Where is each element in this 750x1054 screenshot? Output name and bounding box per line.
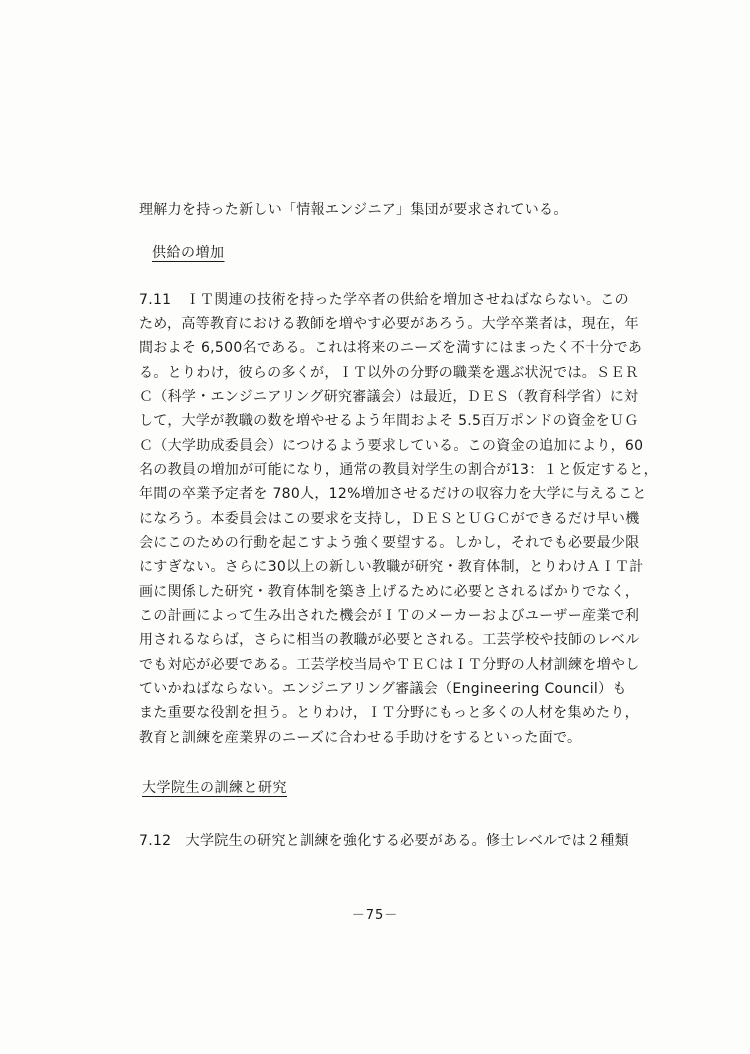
paragraph-line: 画に関係した研究・教育体制を築き上げるために必要とされるばかりでなく， [139, 584, 640, 600]
paragraph-line: 用されるならば，さらに相当の教職が必要とされる。工芸学校や技師のレベル [139, 632, 640, 648]
paragraph-line: る。とりわけ，彼らの多くが，ＩＴ以外の分野の職業を選ぶ状況では。ＳＥＲ [139, 365, 639, 381]
paragraph-line: Ｃ（科学・エンジニアリング研究審議会）は最近，ＤＥＳ（教育科学省）に対 [139, 389, 639, 405]
intro-line: 理解力を持った新しい「情報エンジニア」集団が要求されている。 [139, 202, 568, 218]
paragraph-line: になろう。本委員会はこの要求を支持し，ＤＥＳとＵＧＣができるだけ早い機 [139, 511, 640, 527]
paragraph-line: 会にこのための行動を起こすよう強く要望する。しかし，それでも必要最少限 [139, 535, 640, 551]
paragraph-line: ため，高等教育における教師を増やす必要があろう。大学卒業者は，現在，年 [139, 316, 639, 332]
paragraph-line: して，大学が教職の数を増やせるよう年間およそ 5.5百万ポンドの資金をＵＧ [139, 413, 639, 429]
section-heading-graduate: 大学院生の訓練と研究 [142, 780, 287, 796]
paragraph-line: 7.11 ＩＴ関連の技術を持った学卒者の供給を増加させねばならない。この [139, 292, 629, 308]
paragraph-line: また重要な役割を担う。とりわけ，ＩＴ分野にもっと多くの人材を集めたり， [139, 705, 639, 721]
paragraph-line: Ｃ（大学助成委員会）につけるよう要求している。この資金の追加により，60 [139, 438, 644, 454]
paragraph-line: この計画によって生み出された機会がＩＴのメーカーおよびユーザー産業で利 [139, 608, 640, 624]
paragraph-line: 教育と訓練を産業界のニーズに合わせる手助けをするといった面で。 [139, 730, 582, 746]
paragraph-line: 名の教員の増加が可能になり，通常の教員対学生の割合が13：１と仮定すると， [139, 462, 658, 478]
paragraph-line: ていかねばならない。エンジニアリング審議会（Engineering Council）も [139, 681, 627, 697]
paragraph-line: 間およそ 6,500名である。これは将来のニーズを満すにはまったく不十分であ [139, 340, 643, 356]
paragraph-line: でも対応が必要である。工芸学校当局やＴＥＣはＩＴ分野の人材訓練を増やし [139, 657, 640, 673]
paragraph-line: にすぎない。さらに30以上の新しい教職が研究・教育体制，とりわけＡＩＴ計 [139, 559, 644, 575]
paragraph-line: 年間の卒業予定者を 780人，12%増加させるだけの収容力を大学に与えること [139, 486, 647, 502]
paragraph-line: 7.12 大学院生の研究と訓練を強化する必要がある。修士レベルでは２種類 [139, 833, 629, 849]
section-heading-supply: 供給の増加 [152, 245, 225, 261]
page-number: －75－ [351, 908, 399, 923]
